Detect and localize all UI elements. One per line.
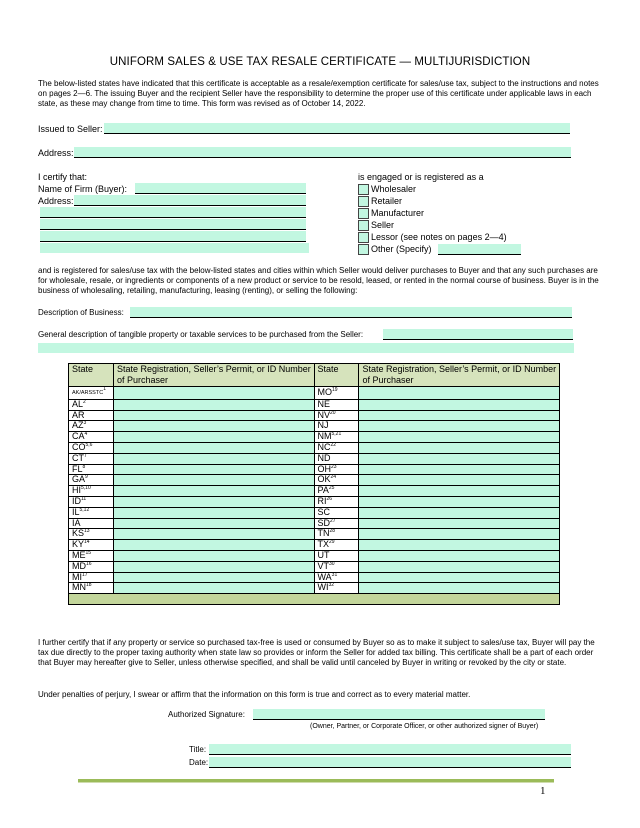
registration-number-field[interactable] [113, 583, 314, 594]
state-footnote: 27 [330, 517, 336, 524]
table-row [69, 410, 560, 421]
state-footnote: 16 [86, 560, 92, 567]
form-title: UNIFORM SALES & USE TAX RESALE CERTIFICATE — MULTIJURISDICTION [109, 56, 531, 68]
state-code: MO [317, 387, 332, 397]
registration-number-field[interactable] [359, 529, 560, 540]
buyer-address-field-5[interactable] [40, 243, 309, 253]
registration-number-field[interactable] [113, 496, 314, 507]
registration-number-field[interactable] [359, 399, 560, 410]
col-state-header: State [69, 364, 114, 387]
col-state-header: State [314, 364, 359, 387]
table-row [69, 496, 560, 507]
state-code: CT [72, 452, 84, 463]
state-code-cell [69, 550, 114, 561]
table-row [69, 507, 560, 518]
state-code: OH [317, 463, 331, 474]
state-footnote: 29 [329, 539, 335, 546]
seller-address-field[interactable] [74, 147, 571, 158]
state-footnote: 3 [83, 420, 87, 427]
state-code: IL [72, 506, 80, 517]
state-footnote: 14 [84, 539, 90, 546]
registration-number-field[interactable] [359, 550, 560, 561]
issued-to-seller-field[interactable] [104, 123, 570, 134]
state-code: AL [72, 398, 84, 409]
state-code: SC [317, 506, 331, 517]
state-code-cell [69, 496, 114, 507]
registration-number-field[interactable] [359, 486, 560, 497]
state-code-cell [314, 583, 359, 594]
registration-number-field[interactable] [113, 399, 314, 410]
state-code-cell [314, 453, 359, 464]
registration-number-field[interactable] [359, 387, 560, 400]
state-code: KS [72, 528, 85, 539]
state-code: CO [72, 441, 86, 452]
state-code-cell [314, 486, 359, 497]
firm-name-field[interactable] [135, 183, 306, 194]
date-field[interactable] [209, 757, 571, 768]
registration-number-field[interactable] [113, 561, 314, 572]
certify-label: I certify that: [38, 172, 88, 182]
manufacturer-checkbox[interactable] [358, 208, 369, 219]
registration-number-field[interactable] [359, 453, 560, 464]
state-code-cell [69, 453, 114, 464]
state-footnote: 31 [331, 571, 338, 578]
state-code-cell [69, 486, 114, 497]
table-header-row [69, 364, 560, 387]
general-description-label: General description of tangible property or taxable services to be purchased from the Seller: [38, 330, 364, 339]
registration-number-field[interactable] [113, 550, 314, 561]
signature-label: Authorized Signature: [168, 710, 245, 719]
state-code-cell [314, 410, 359, 421]
state-code-cell [69, 518, 114, 529]
state-code-cell [314, 387, 359, 400]
table-row [69, 432, 560, 443]
registration-number-field[interactable] [359, 496, 560, 507]
state-footnote: 22 [330, 441, 337, 448]
state-code: TN [317, 528, 330, 539]
state-code: ID [72, 495, 81, 506]
table-row [69, 421, 560, 432]
state-code-cell [69, 583, 114, 594]
state-code-cell [314, 572, 359, 583]
page-number: 1 [540, 785, 546, 797]
intro-paragraph: The below-listed states have indicated that this certificate is acceptable as a resale/exemption certificate for sales/use tax, subject to the instructions and notes on pages 2—6. The issuing Buyer and the recipient Seller have the responsibility to determine the proper use of this certificate under applicable laws in each state, as these may change from time to time. This form was revised as of October 14, 2022. [38, 79, 599, 108]
state-footnote: 5,21 [331, 431, 342, 438]
registration-number-field[interactable] [113, 387, 314, 400]
perjury-statement: Under penalties of perjury, I swear or affirm that the information on this form is true and correct as to every material matter. [38, 690, 471, 699]
state-code: AR [72, 409, 85, 420]
wholesaler-label: Wholesaler [371, 184, 417, 194]
state-code: GA [72, 474, 86, 485]
signature-note: (Owner, Partner, or Corporate Officer, or other authorized signer of Buyer) [310, 723, 539, 730]
title-field[interactable] [209, 744, 571, 755]
table-row [69, 486, 560, 497]
state-code-cell [69, 387, 114, 400]
table-row [69, 529, 560, 540]
state-code: VT [317, 560, 330, 571]
state-footnote: 1 [103, 386, 106, 392]
general-description-field-1[interactable] [383, 329, 573, 340]
registration-number-field[interactable] [359, 540, 560, 551]
registration-number-field[interactable] [113, 421, 314, 432]
buyer-address-field-1[interactable] [74, 195, 306, 206]
state-code-cell [314, 561, 359, 572]
state-code: KY [72, 539, 85, 550]
description-label: Description of Business: [38, 308, 124, 317]
state-footnote: 7 [84, 452, 87, 459]
state-code-cell [69, 572, 114, 583]
table-row [69, 550, 560, 561]
state-code: HI [72, 485, 81, 496]
state-code: PA [317, 485, 329, 496]
state-code: CA [72, 431, 85, 442]
registration-number-field[interactable] [113, 518, 314, 529]
state-code-cell [314, 507, 359, 518]
state-code-cell [314, 529, 359, 540]
state-footnote: 17 [82, 571, 88, 578]
state-code: MN [72, 582, 86, 593]
registration-number-field[interactable] [359, 432, 560, 443]
title-label: Title: [189, 745, 207, 754]
state-footnote: 5,6 [85, 441, 93, 448]
table-row [69, 518, 560, 529]
retailer-label: Retailer [371, 196, 403, 206]
col-registration-header: State Registration, Seller’s Permit, or ID Number of Purchaser [113, 364, 314, 387]
description-field[interactable] [130, 307, 572, 318]
table-row [69, 453, 560, 464]
registration-number-field[interactable] [113, 464, 314, 475]
engaged-label: is engaged or is registered as a [358, 172, 484, 182]
state-code-cell [69, 561, 114, 572]
state-footnote: 11 [81, 495, 87, 502]
state-code: NC [317, 441, 331, 452]
registered-paragraph: and is registered for sales/use tax with the below-listed states and cities within which Seller would deliver purchases to Buyer and that any such purchases are for wholesale, resale, or ingredients or components of a new product or service to be resold, leased, or rented in the normal course of business. Buyer is in the business of wholesaling, retailing, manufacturing, leasing (renting), or selling the following: [38, 266, 599, 295]
state-footnote: 23 [331, 463, 337, 470]
further-certify-paragraph: I further certify that if any property or service so purchased tax-free is used or consumed by Buyer so as to make it subject to sales/use tax, Buyer will pay the tax due directly to the proper taxing authority when state law so provides or inform the Seller for added tax billing. This certificate shall be a part of each order that Buyer may hereafter give to Seller, unless otherwise specified, and shall be valid until canceled by Buyer in writing or revoked by the city or state. [38, 638, 595, 667]
state-code-cell [69, 399, 114, 410]
state-footnote: 30 [329, 560, 335, 567]
seller-address-label: Address: [38, 148, 74, 158]
state-registration-table [68, 363, 560, 605]
state-footnote: 20 [330, 409, 336, 416]
state-code-cell [314, 540, 359, 551]
state-code: AK/ARSSTC [72, 390, 104, 396]
buyer-address-field-2[interactable] [40, 207, 306, 218]
registration-number-field[interactable] [113, 475, 314, 486]
state-code: FL [72, 463, 83, 474]
state-code: SD [317, 517, 331, 528]
state-footnote: 5,12 [79, 506, 90, 513]
state-code-cell [69, 432, 114, 443]
state-footnote: 28 [329, 528, 336, 535]
state-code-cell [314, 475, 359, 486]
table-footer-row [69, 594, 560, 605]
state-code: UT [317, 549, 330, 560]
buyer-address-field-4[interactable] [40, 231, 306, 242]
registration-number-field[interactable] [113, 529, 314, 540]
state-code-cell [69, 529, 114, 540]
table-row [69, 464, 560, 475]
state-footnote: 4 [84, 431, 88, 438]
registration-number-field[interactable] [113, 442, 314, 453]
table-row [69, 475, 560, 486]
state-code: NE [317, 398, 331, 409]
state-code-cell [314, 496, 359, 507]
state-code-cell [69, 507, 114, 518]
state-footnote: 24 [330, 474, 337, 481]
state-code-cell [314, 518, 359, 529]
state-code-cell [69, 410, 114, 421]
state-code-cell [69, 442, 114, 453]
state-code-cell [314, 432, 359, 443]
table-footer-cell [69, 594, 560, 605]
col-registration-header: State Registration, Seller’s Permit, or ID Number of Purchaser [359, 364, 560, 387]
state-code: MI [72, 571, 82, 582]
state-code: ME [72, 549, 86, 560]
state-code-cell [69, 421, 114, 432]
retailer-checkbox[interactable] [358, 196, 369, 207]
lessor-checkbox[interactable] [358, 232, 369, 243]
other-specify-field[interactable] [438, 244, 521, 255]
state-code: WA [317, 571, 332, 582]
registration-number-field[interactable] [359, 572, 560, 583]
state-footnote: 5,10 [81, 485, 91, 492]
manufacturer-label: Manufacturer [371, 208, 425, 218]
registration-number-field[interactable] [359, 421, 560, 432]
state-footnote: 13 [84, 528, 90, 535]
table-row [69, 442, 560, 453]
registration-number-field[interactable] [359, 583, 560, 594]
lessor-label: Lessor (see notes on pages 2—4) [371, 232, 507, 242]
table-row [69, 387, 560, 400]
state-footnote: 8 [82, 463, 86, 470]
state-code: ND [317, 452, 331, 463]
registration-number-field[interactable] [113, 410, 314, 421]
registration-number-field[interactable] [359, 442, 560, 453]
registration-number-field[interactable] [113, 432, 314, 443]
seller-label: Seller [371, 220, 395, 230]
registration-number-field[interactable] [113, 486, 314, 497]
state-code: IA [72, 517, 81, 528]
table-row [69, 583, 560, 594]
state-footnote: 25 [328, 485, 335, 492]
registration-number-field[interactable] [113, 540, 314, 551]
state-footnote: 9 [85, 474, 88, 481]
table-row [69, 561, 560, 572]
state-code: MD [72, 560, 86, 571]
state-footnote: 26 [326, 495, 333, 502]
state-code: OK [317, 474, 331, 485]
table-row [69, 572, 560, 583]
table-row [69, 399, 560, 410]
firm-name-label: Name of Firm (Buyer): [38, 184, 128, 194]
registration-number-field[interactable] [113, 507, 314, 518]
other-checkbox[interactable] [358, 244, 369, 255]
state-code: NJ [317, 420, 329, 431]
registration-number-field[interactable] [359, 561, 560, 572]
state-code-cell [69, 464, 114, 475]
state-code-cell [314, 421, 359, 432]
state-code-cell [314, 464, 359, 475]
state-code-cell [314, 442, 359, 453]
state-code: AZ [72, 420, 84, 431]
issued-to-label: Issued to Seller: [38, 124, 103, 134]
state-code-cell [69, 540, 114, 551]
registration-number-field[interactable] [359, 464, 560, 475]
state-code: TX [317, 539, 330, 550]
state-footnote: 15 [85, 549, 92, 556]
registration-number-field[interactable] [113, 572, 314, 583]
registration-number-field[interactable] [359, 518, 560, 529]
state-code-cell [314, 550, 359, 561]
wholesaler-checkbox[interactable] [358, 184, 369, 195]
date-label: Date: [189, 758, 209, 767]
state-code: WI [317, 582, 329, 593]
seller-checkbox[interactable] [358, 220, 369, 231]
registration-number-field[interactable] [359, 475, 560, 486]
registration-number-field[interactable] [113, 453, 314, 464]
state-code-cell [314, 399, 359, 410]
registration-number-field[interactable] [359, 410, 560, 421]
buyer-address-label: Address: [38, 196, 74, 206]
state-code: NM [317, 431, 332, 442]
state-footnote: 32 [328, 582, 335, 589]
signature-field[interactable] [253, 709, 545, 720]
other-label: Other (Specify) [371, 244, 432, 254]
table-row [69, 540, 560, 551]
state-code-cell [69, 475, 114, 486]
buyer-address-field-3[interactable] [40, 219, 306, 230]
state-footnote: 19 [332, 387, 338, 393]
state-code: RI [317, 495, 327, 506]
state-code: NV [317, 409, 331, 420]
registration-number-field[interactable] [359, 507, 560, 518]
general-description-field-2[interactable] [38, 343, 574, 353]
state-footnote: 18 [86, 582, 92, 589]
footer-rule [78, 779, 554, 783]
state-footnote: 2 [83, 398, 86, 405]
